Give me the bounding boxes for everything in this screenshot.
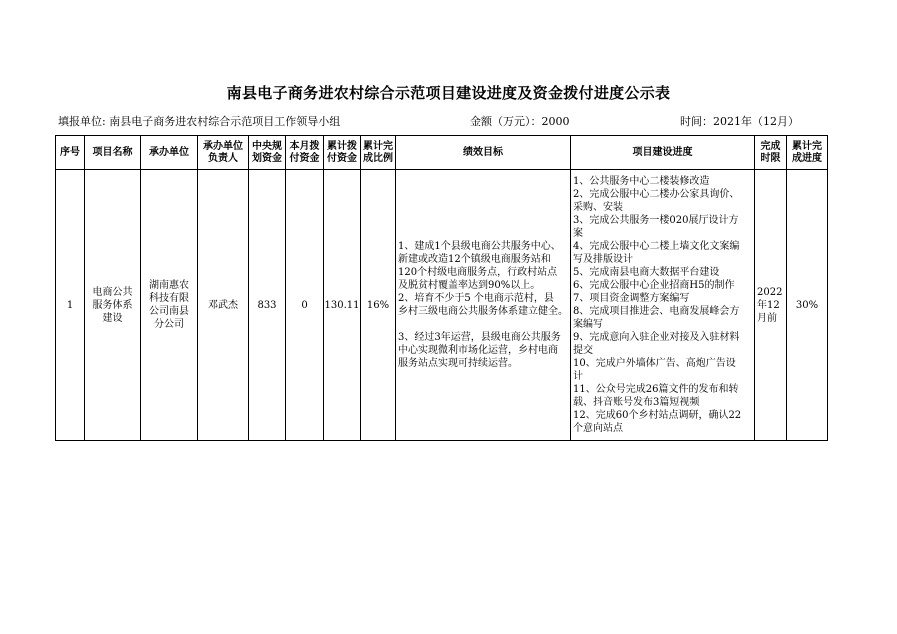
cell-central-funds: 833 [249,170,286,441]
header-cumulative-ratio: 累计完 成比例 [361,136,396,170]
reporting-unit [58,113,340,129]
cell-done-progress: 30% [787,170,828,441]
table-header-row [56,136,828,170]
cell-monthly-funds: 0 [286,170,324,441]
header-project-name: 项目名称 [85,136,141,170]
cell-cumulative-funds: 130.11 [324,170,361,441]
reporting-unit-label: 填报单位: [58,115,106,128]
cell-progress: 1、公共服务中心二楼装修改造 2、完成公服中心二楼办公家具询价、 采购、安装 3、完成公共服务一楼020展厅设计方 案 4、完成公服中心二楼上墙文化文案编 写及排版设计 5、完成南县电商大数据平台建设 6、完成公服中心企业招商H5的制作 7、项目资金调整方案编写 8、完成项目推进会、电商发展峰会方 案编写 9、完成意向入驻企业对接及入驻材料 提交 10、完成户外墙体广告、高炮广告设 计 11、公众号完成26篇文件的发布和转 载、抖音账号发布3篇短视频 12、完成60个乡村站点调研，确认22 个意向站点 [571,170,755,441]
cell-goals: 1、建成1个县级电商公共服务中心、 新建或改造12个镇级电商服务站和 120个村级电商服务点，行政村站点 及脱贫村覆盖率达到90%以上。 2、培育不少于5 个电商示范村，县 乡村三级电商公共服务体系建立健全。 3、经过3年运营，县级电商公共服务 中心实现微利市场化运营，乡村电商 服务站点实现可持续运营。 [396,170,571,441]
header-monthly-funds: 本月拨 付资金 [286,136,324,170]
report-time: 时间：2021年（12月） [680,115,799,128]
header-no: 序号 [56,136,85,170]
cell-cumulative-ratio: 16% [361,170,396,441]
reporting-unit-value: 南县电子商务进农村综合示范项目工作领导小组 [109,115,341,128]
header-leader: 承办单位 负责人 [198,136,249,170]
header-progress: 项目建设进度 [571,136,755,170]
header-done-progress: 累计完 成进度 [787,136,828,170]
header-goals: 绩效目标 [396,136,571,170]
header-deadline: 完成 时限 [755,136,787,170]
table-row [56,170,828,441]
header-central-funds: 中央规 划资金 [249,136,286,170]
progress-table [55,135,828,441]
page-title: 南县电子商务进农村综合示范项目建设进度及资金拨付进度公示表 [226,84,671,102]
cell-leader: 邓武杰 [198,170,249,441]
cell-org: 湖南惠农 科技有限 公司南县 分公司 [141,170,198,441]
header-cumulative-funds: 累计拨 付资金 [324,136,361,170]
cell-deadline: 2022 年12 月前 [755,170,787,441]
cell-no: 1 [56,170,85,441]
cell-project-name: 电商公共 服务体系 建设 [85,170,141,441]
total-amount: 金额（万元）：2000 [470,115,570,128]
header-org: 承办单位 [141,136,198,170]
